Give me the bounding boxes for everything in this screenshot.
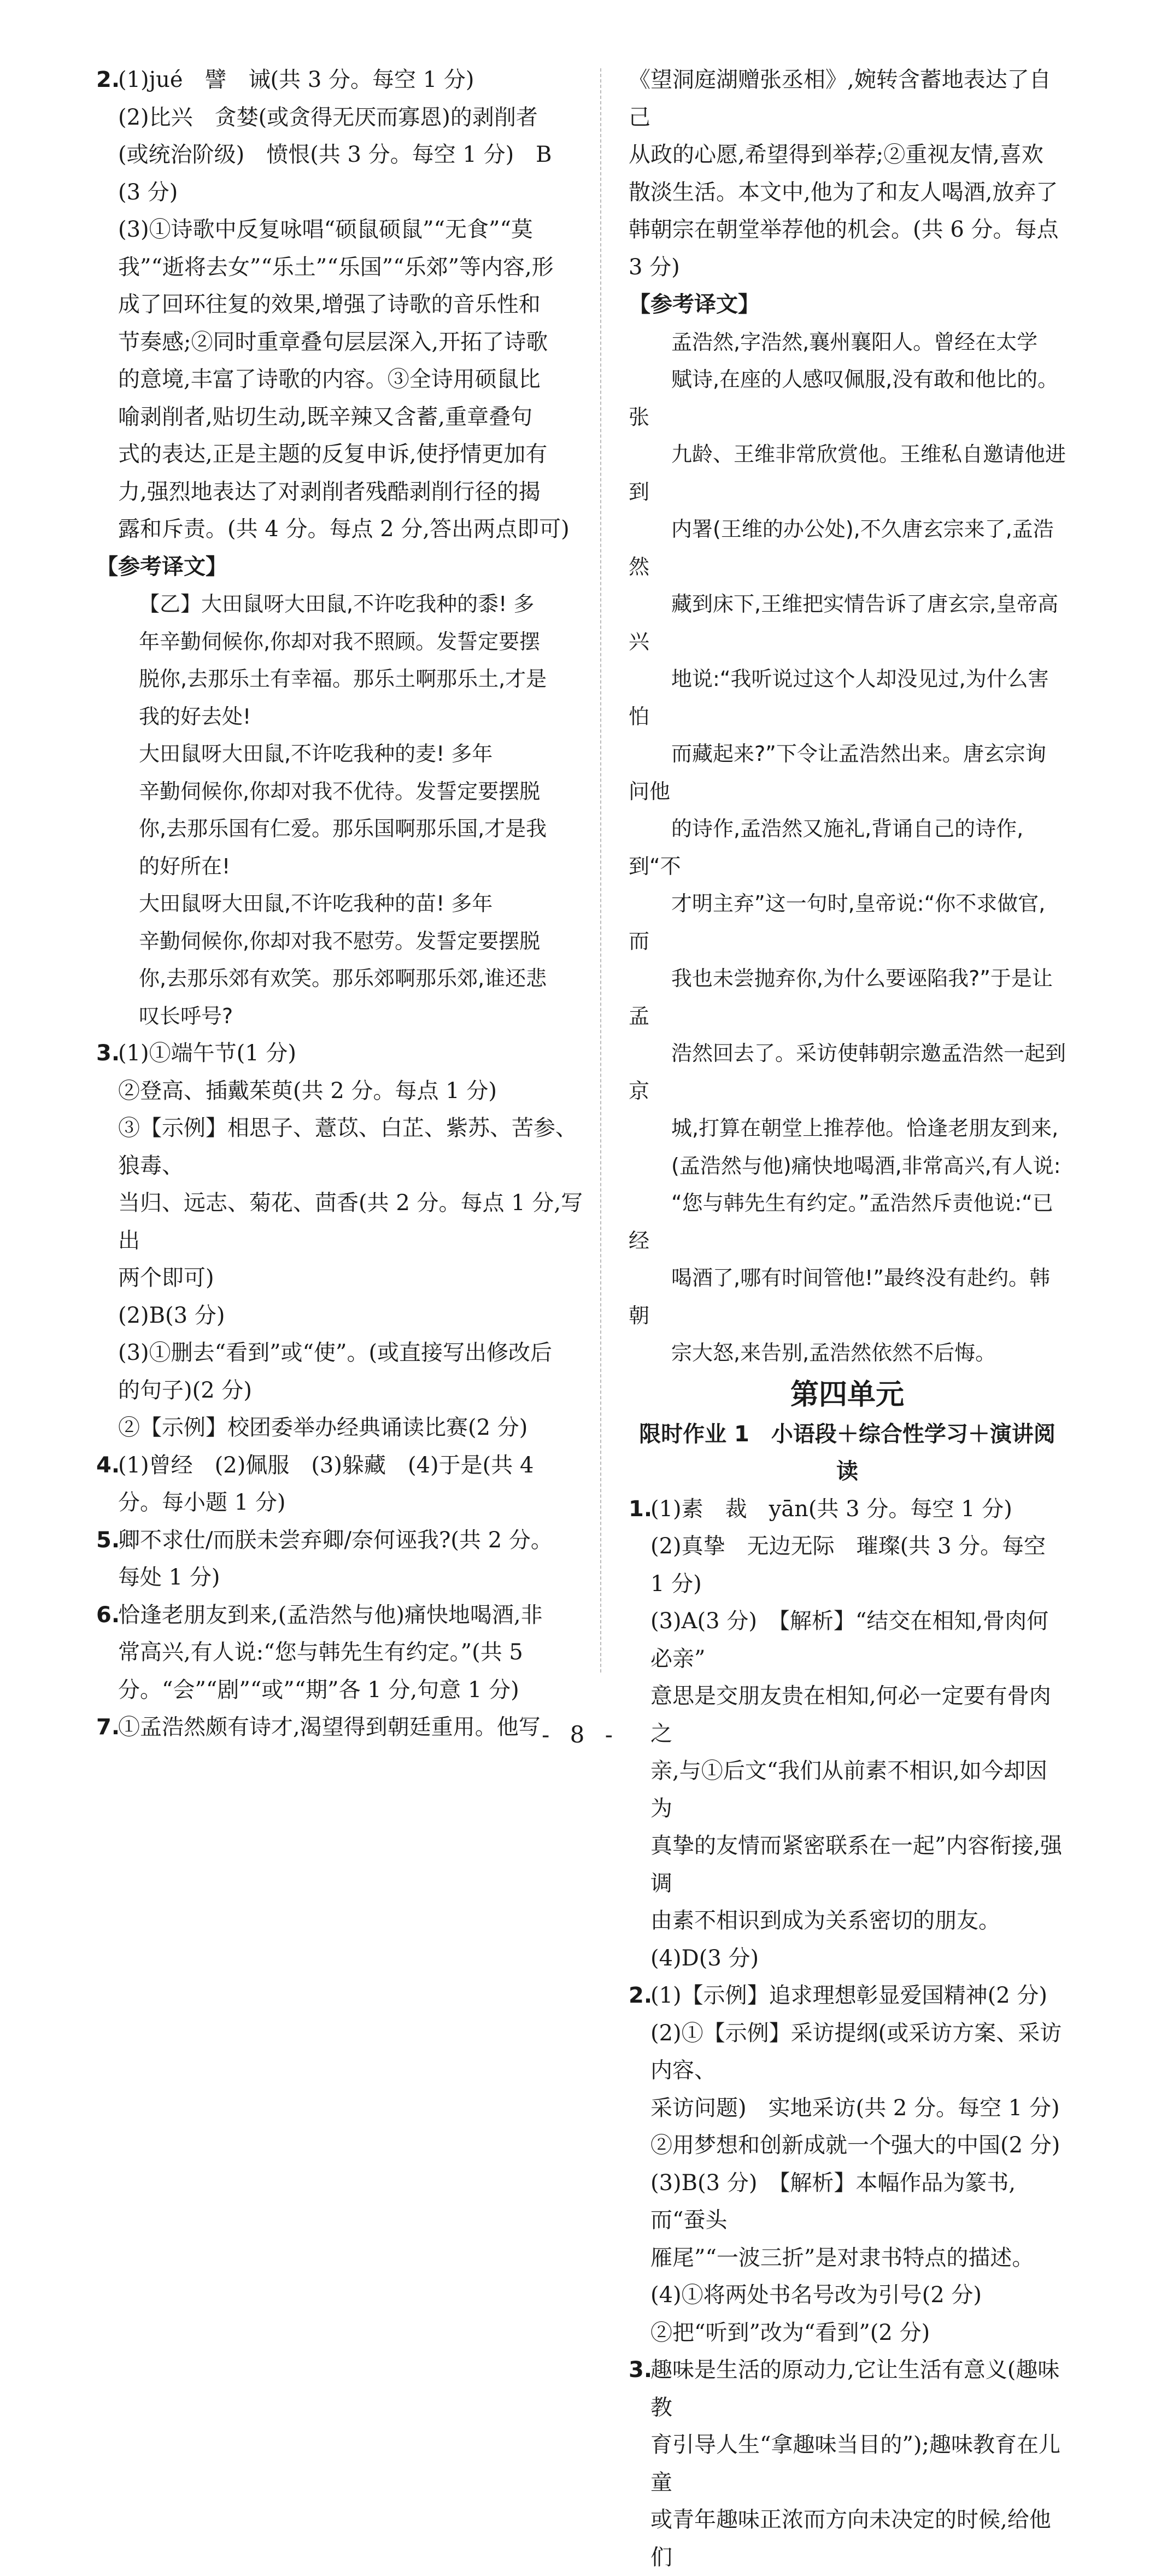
left-column xyxy=(96,61,588,1746)
unit4-answer-3 xyxy=(629,2351,1066,2576)
text-line: 叹长呼号? xyxy=(139,1004,233,1028)
answer-3 xyxy=(96,1035,588,1447)
text-line: 内署(王维的办公处),不久唐玄宗来了,孟浩然 xyxy=(629,517,1054,579)
text-line: 宗大怒,来告别,孟浩然依然不后悔。 xyxy=(671,1341,996,1365)
text-line: (4)①将两处书名号改为引号(2 分) xyxy=(650,2282,982,2308)
translation-shuoshu xyxy=(96,585,588,1035)
text-line: 你,去那乐郊有欢笑。那乐郊啊那乐郊,谁还悲 xyxy=(139,966,547,990)
text-line: (2)真挚 无边无际 璀璨(共 3 分。每空 1 分) xyxy=(650,1534,1046,1597)
section-subtitle: 限时作业 1 小语段＋综合性学习＋演讲阅读 xyxy=(639,1421,1056,1484)
text-line: (孟浩然与他)痛快地喝酒,非常高兴,有人说: xyxy=(671,1153,1061,1178)
text-line: 的诗作,孟浩然又施礼,背诵自己的诗作,到“不 xyxy=(629,817,1024,878)
text-line: 孟浩然,字浩然,襄州襄阳人。曾经在太学 xyxy=(671,330,1038,354)
text-line: 亲,与①后文“我们从前素不相识,如今却因为 xyxy=(650,1758,1047,1821)
text-line: (1)①端午节(1 分) xyxy=(118,1041,297,1066)
text-line: 卿不求仕/而朕未尝弃卿/奈何诬我?(共 2 分。 xyxy=(118,1527,553,1553)
translation-heading: 【参考译文】 xyxy=(629,292,760,317)
page-number: - 8 - xyxy=(542,1721,619,1748)
right-column xyxy=(629,61,1066,2576)
text-line: 韩朝宗在朝堂举荐他的机会。(共 6 分。每点 xyxy=(629,217,1059,242)
text-line: (1)曾经 (2)佩服 (3)躲藏 (4)于是(共 4 xyxy=(118,1452,534,1478)
text-line: 【乙】大田鼠呀大田鼠,不许吃我种的黍! 多 xyxy=(139,592,535,616)
text-line: 力,强烈地表达了对剥削者残酷剥削行径的揭 xyxy=(118,479,541,504)
text-line: (2)B(3 分) xyxy=(118,1302,225,1328)
text-line: 喻剥削者,贴切生动,既辛辣又含蓄,重章叠句 xyxy=(118,404,533,430)
text-line: 大田鼠呀大田鼠,不许吃我种的麦! 多年 xyxy=(139,742,493,766)
text-line: 露和斥责。(共 4 分。每点 2 分,答出两点即可) xyxy=(118,517,570,542)
text-line: “您与韩先生有约定。”孟浩然斥责他说:“已经 xyxy=(629,1191,1053,1253)
answer-2 xyxy=(96,61,588,548)
unit-title: 第四单元 xyxy=(790,1378,904,1411)
text-line: 九龄、王维非常欣赏他。王维私自邀请他进到 xyxy=(629,442,1066,504)
text-line: (3 分) xyxy=(118,179,178,205)
text-line: 辛勤伺候你,你却对我不优待。发誓定要摆脱 xyxy=(139,779,541,803)
text-line: 年辛勤伺候你,你却对我不照顾。发誓定要摆 xyxy=(139,629,541,654)
text-line: 《望洞庭湖赠张丞相》,婉转含蓄地表达了自己 xyxy=(629,67,1051,130)
answer-number: 6. xyxy=(96,1602,120,1628)
text-line: 分。每小题 1 分) xyxy=(118,1490,286,1515)
text-line: 3 分) xyxy=(629,254,680,280)
answer-number: 7. xyxy=(96,1715,120,1740)
text-line: 育引导人生“拿趣味当目的”);趣味教育在儿童 xyxy=(650,2432,1060,2495)
answer-number: 2. xyxy=(629,1983,653,2008)
answer-5 xyxy=(96,1522,588,1597)
text-line: 的句子)(2 分) xyxy=(118,1377,252,1403)
text-line: (1)jué 譬 诫(共 3 分。每空 1 分) xyxy=(118,67,474,92)
text-line: 藏到床下,王维把实情告诉了唐玄宗,皇帝高兴 xyxy=(629,592,1059,654)
text-line: 赋诗,在座的人感叹佩服,没有敢和他比的。张 xyxy=(629,367,1059,429)
text-line: 由素不相识到成为关系密切的朋友。 xyxy=(650,1908,1000,1933)
answer-4 xyxy=(96,1447,588,1522)
text-line: ③【示例】相思子、薏苡、白芷、紫苏、苦参、狼毒、 xyxy=(118,1116,577,1178)
column-divider xyxy=(600,68,601,1673)
text-line: 大田鼠呀大田鼠,不许吃我种的苗! 多年 xyxy=(139,891,493,916)
text-line: (4)D(3 分) xyxy=(650,1945,759,1971)
translation-heading: 【参考译文】 xyxy=(96,554,227,579)
text-line: 而藏起来?”下令让孟浩然出来。唐玄宗询问他 xyxy=(629,742,1046,803)
text-line: 当归、远志、菊花、茴香(共 2 分。每点 1 分,写出 xyxy=(118,1190,583,1253)
text-line: 的意境,丰富了诗歌的内容。③全诗用硕鼠比 xyxy=(118,367,541,392)
answer-number: 5. xyxy=(96,1527,120,1553)
text-line: 真挚的友情而紧密联系在一起”内容衔接,强调 xyxy=(650,1833,1063,1896)
translation-menghaoran xyxy=(629,324,1066,1372)
text-line: (2)比兴 贪婪(或贪得无厌而寡恩)的剥削者 xyxy=(118,104,538,130)
text-line: 我”“逝将去女”“乐土”“乐国”“乐郊”等内容,形 xyxy=(118,254,554,280)
text-line: 喝酒了,哪有时间管他!”最终没有赴约。韩朝 xyxy=(629,1266,1051,1328)
text-line: ①孟浩然颇有诗才,渴望得到朝廷重用。他写 xyxy=(118,1715,541,1740)
text-line: ②登高、插戴茱萸(共 2 分。每点 1 分) xyxy=(118,1078,497,1104)
text-line: 常高兴,有人说:“您与韩先生有约定。”(共 5 xyxy=(118,1640,523,1665)
text-line: 浩然回去了。采访使韩朝宗邀孟浩然一起到京 xyxy=(629,1041,1066,1103)
text-line: (或统治阶级) 愤恨(共 3 分。每空 1 分) B xyxy=(118,142,552,167)
text-line: 城,打算在朝堂上推荐他。恰逢老朋友到来, xyxy=(671,1116,1059,1140)
text-line: (3)A(3 分) 【解析】“结交在相知,骨肉何必亲” xyxy=(650,1609,1049,1671)
text-line: 或青年趣味正浓而方向未决定的时候,给他们 xyxy=(650,2507,1051,2570)
text-line: 辛勤伺候你,你却对我不慰劳。发誓定要摆脱 xyxy=(139,929,541,953)
text-line: 分。“会”“剧”“或”“期”各 1 分,句意 1 分) xyxy=(118,1677,519,1703)
text-line: 我的好去处! xyxy=(139,704,251,729)
answer-6 xyxy=(96,1597,588,1709)
answer-number: 3. xyxy=(96,1041,120,1066)
text-line: 式的表达,正是主题的反复申诉,使抒情更加有 xyxy=(118,442,548,467)
text-line: (3)①删去“看到”或“使”。(或直接写出修改后 xyxy=(118,1340,553,1365)
text-line: 散淡生活。本文中,他为了和友人喝酒,放弃了 xyxy=(629,179,1058,205)
answer-7-continued xyxy=(629,61,1066,286)
text-line: 采访问题) 实地采访(共 2 分。每空 1 分) xyxy=(650,2095,1060,2121)
text-line: 从政的心愿,希望得到举荐;②重视友情,喜欢 xyxy=(629,142,1043,167)
text-line: (3)B(3 分) 【解析】本幅作品为篆书,而“蚕头 xyxy=(650,2170,1016,2233)
text-line: ②【示例】校团委举办经典诵读比赛(2 分) xyxy=(118,1415,528,1440)
text-line: 你,去那乐国有仁爱。那乐国啊那乐国,才是我 xyxy=(139,817,547,841)
text-line: (3)①诗歌中反复咏唱“硕鼠硕鼠”“无食”“莫 xyxy=(118,217,533,242)
text-line: 节奏感;②同时重章叠句层层深入,开拓了诗歌 xyxy=(118,329,548,355)
answer-number: 4. xyxy=(96,1452,120,1478)
answer-number: 1. xyxy=(629,1496,653,1522)
answer-number: 3. xyxy=(629,2357,653,2383)
text-line: 成了回环往复的效果,增强了诗歌的音乐性和 xyxy=(118,292,541,317)
text-line: 雁尾”“一波三折”是对隶书特点的描述。 xyxy=(650,2245,1034,2270)
text-line: (2)①【示例】采访提纲(或采访方案、采访内容、 xyxy=(650,2020,1062,2083)
text-line: 脱你,去那乐土有幸福。那乐土啊那乐土,才是 xyxy=(139,667,547,691)
unit4-answer-2 xyxy=(629,1977,1066,2351)
text-line: ②把“听到”改为“看到”(2 分) xyxy=(650,2320,930,2345)
text-line: (1)素 裁 yān(共 3 分。每空 1 分) xyxy=(650,1496,1012,1522)
answer-number: 2. xyxy=(96,67,120,92)
text-line: 我也未尝抛弃你,为什么要诬陷我?”于是让孟 xyxy=(629,966,1053,1028)
text-line: 才明主弃”这一句时,皇帝说:“你不求做官,而 xyxy=(629,891,1046,953)
text-line: (1)【示例】追求理想彰显爱国精神(2 分) xyxy=(650,1983,1048,2008)
text-line: 的好所在! xyxy=(139,854,231,878)
text-line: 恰逢老朋友到来,(孟浩然与他)痛快地喝酒,非 xyxy=(118,1602,543,1628)
text-line: 趣味是生活的原动力,它让生活有意义(趣味教 xyxy=(650,2357,1060,2420)
text-line: 意思是交朋友贵在相知,何必一定要有骨肉之 xyxy=(650,1683,1051,1746)
text-line: 地说:“我听说过这个人却没见过,为什么害怕 xyxy=(629,667,1049,729)
text-line: ②用梦想和创新成就一个强大的中国(2 分) xyxy=(650,2133,1060,2158)
text-line: 每处 1 分) xyxy=(118,1565,220,1590)
text-line: 两个即可) xyxy=(118,1265,214,1290)
